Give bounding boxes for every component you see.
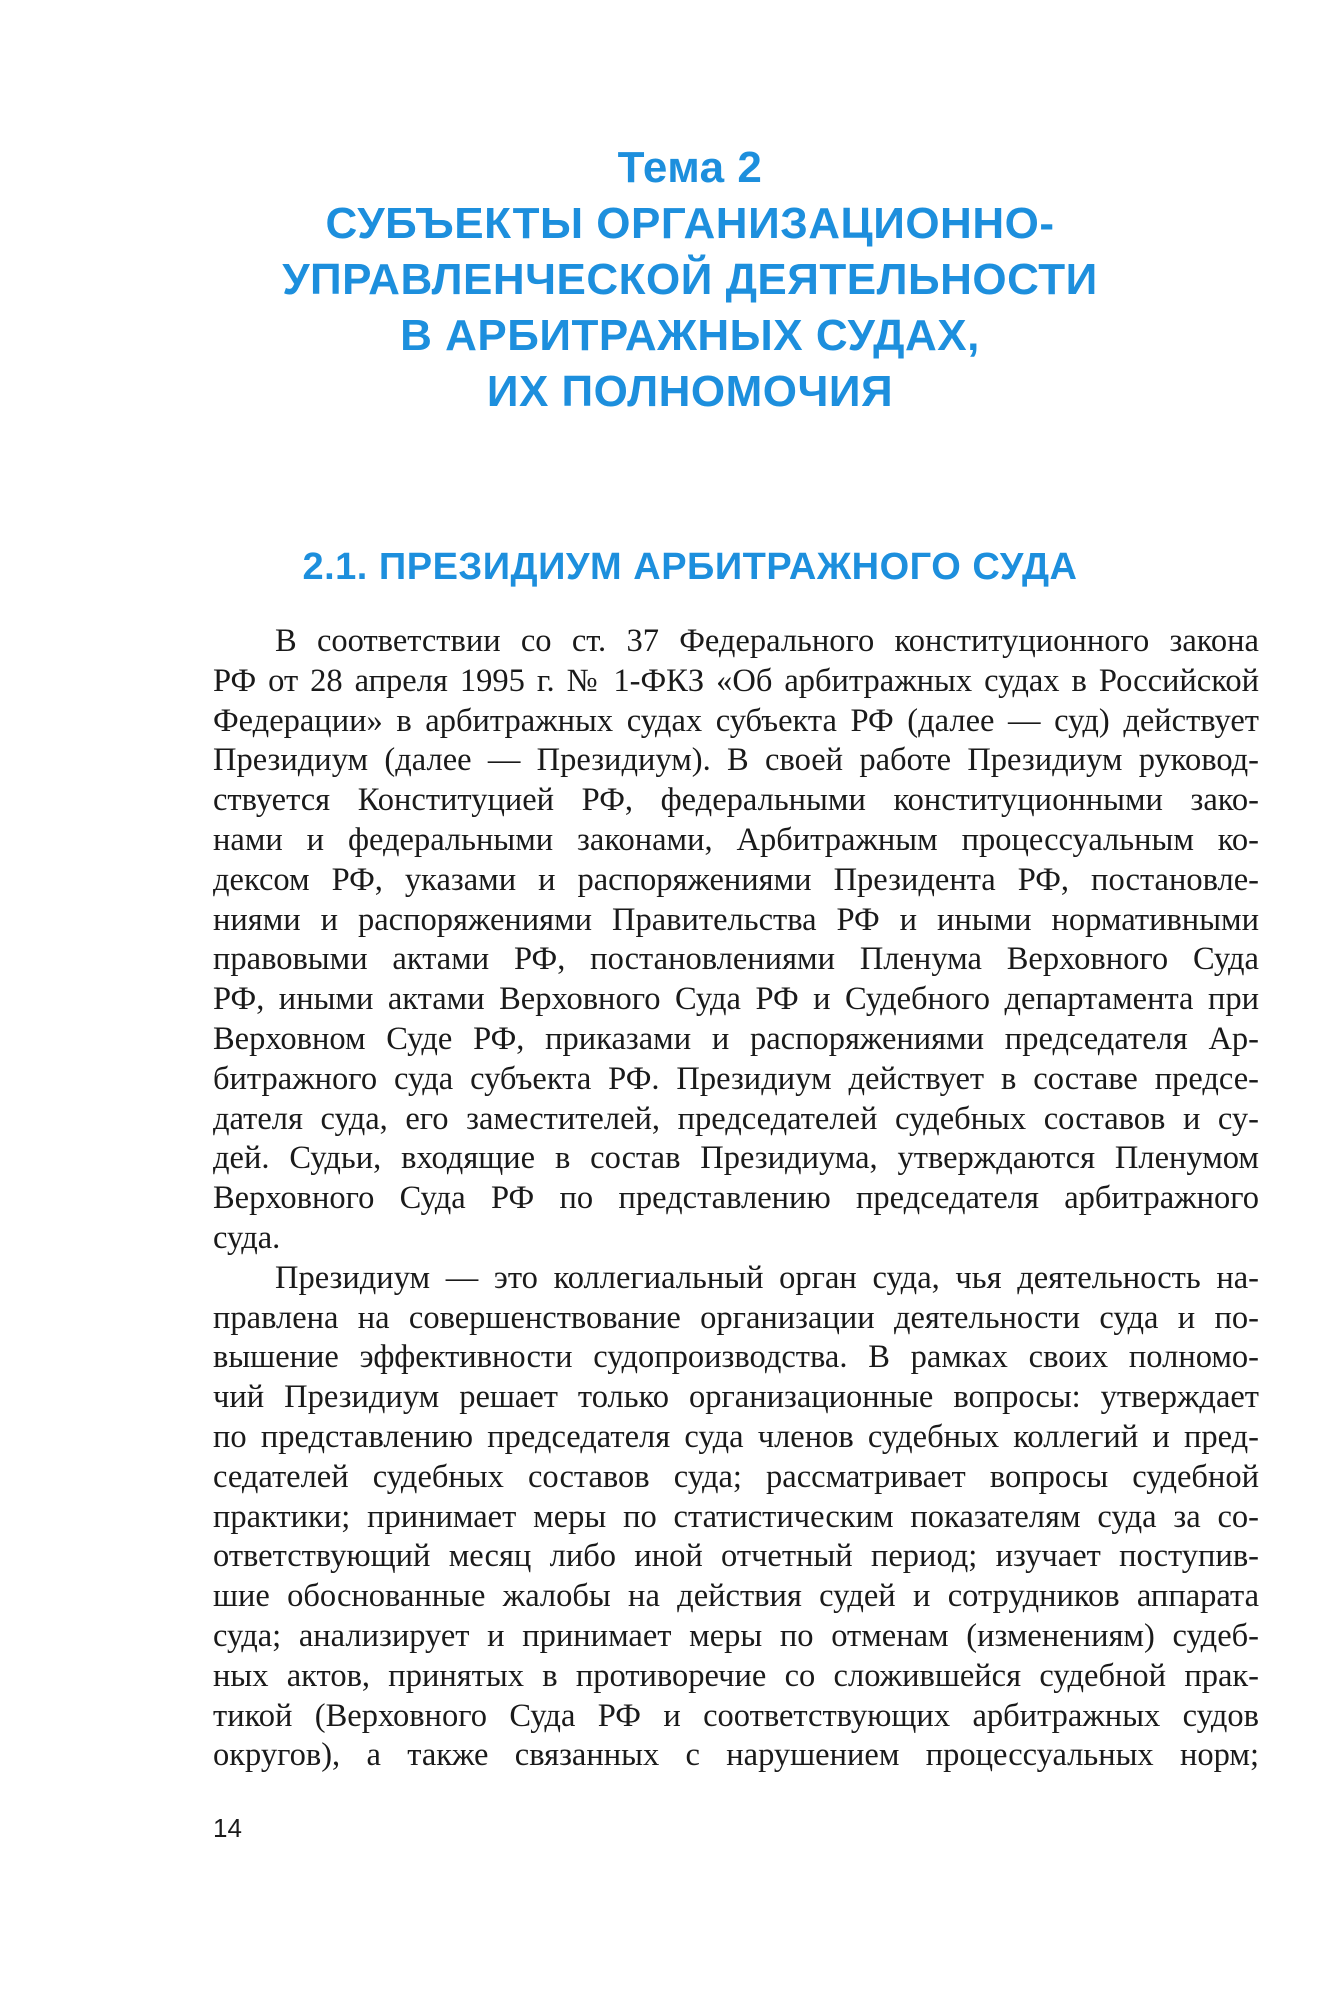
text-line: Президиум (далее — Президиум). В своей работе Президиум руковод- — [213, 742, 1259, 779]
text-line: ниями и распоряжениями Правительства РФ и иными нормативными — [213, 901, 1259, 938]
paragraph-1 — [213, 622, 1259, 1259]
chapter-title-line: УПРАВЛЕНЧЕСКОЙ ДЕЯТЕЛЬНОСТИ — [282, 255, 1098, 304]
text-line: чий Президиум решает только организационные вопросы: утверждает — [213, 1379, 1259, 1416]
text-line: Верховного Суда РФ по представлению председателя арбитражного — [213, 1180, 1259, 1217]
text-line: ответствующий месяц либо иной отчетный период; изучает поступив- — [213, 1538, 1259, 1575]
text-line: суда. — [213, 1219, 281, 1256]
text-line: битражного суда субъекта РФ. Президиум действует в составе предсе- — [213, 1060, 1259, 1097]
text-line: суда; анализирует и принимает меры по отменам (изменениям) судеб- — [213, 1617, 1259, 1654]
text-line: Президиум — это коллегиальный орган суда, чья деятельность на- — [275, 1259, 1259, 1296]
text-line: дей. Судьи, входящие в состав Президиума, утверждаются Пленумом — [213, 1140, 1259, 1177]
text-line: шие обоснованные жалобы на действия судей и сотрудников аппарата — [213, 1578, 1259, 1615]
text-line: нами и федеральными законами, Арбитражным процессуальным ко- — [213, 821, 1259, 858]
paragraph-2 — [213, 1259, 1259, 1776]
chapter-label: Тема 2 — [617, 143, 763, 192]
text-line: РФ от 28 апреля 1995 г. № 1-ФКЗ «Об арбитражных судах в Российской — [213, 662, 1259, 699]
text-line: правовыми актами РФ, постановлениями Пленума Верховного Суда — [213, 941, 1259, 978]
chapter-title-line: СУБЪЕКТЫ ОРГАНИЗАЦИОННО- — [325, 199, 1055, 248]
text-line: ных актов, принятых в противоречие со сложившейся судебной прак- — [213, 1657, 1259, 1694]
text-line: ствуется Конституцией РФ, федеральными конституционными зако- — [213, 782, 1259, 819]
text-line: Федерации» в арбитражных судах субъекта РФ (далее — суд) действует — [213, 702, 1259, 739]
text-line: правлена на совершенствование организации деятельности суда и по- — [213, 1299, 1259, 1336]
text-line: вышение эффективности судопроизводства. В рамках своих полномо- — [213, 1339, 1259, 1376]
text-line: дексом РФ, указами и распоряжениями Президента РФ, постановле- — [213, 861, 1259, 898]
chapter-heading — [200, 140, 1180, 420]
text-line: тикой (Верховного Суда РФ и соответствующих арбитражных судов — [213, 1697, 1259, 1734]
chapter-title-line: ИХ ПОЛНОМОЧИЯ — [486, 367, 894, 416]
text-line: по представлению председателя суда членов судебных коллегий и пред- — [213, 1418, 1259, 1455]
text-line: Верховном Суде РФ, приказами и распоряжениями председателя Ар- — [213, 1020, 1259, 1057]
text-line: округов), а также связанных с нарушением процессуальных норм; — [213, 1737, 1259, 1774]
section-heading: 2.1. ПРЕЗИДИУМ АРБИТРАЖНОГО СУДА — [302, 546, 1078, 588]
text-line: седателей судебных составов суда; рассматривает вопросы судебной — [213, 1458, 1259, 1495]
body-text — [213, 622, 1259, 1776]
page-number: 14 — [213, 1813, 242, 1843]
text-line: РФ, иными актами Верховного Суда РФ и Судебного департамента при — [213, 981, 1259, 1018]
text-line: В соответствии со ст. 37 Федерального конституционного закона — [275, 623, 1259, 659]
text-line: практики; принимает меры по статистическим показателям суда за со- — [213, 1498, 1259, 1535]
chapter-title-line: В АРБИТРАЖНЫХ СУДАХ, — [400, 311, 980, 360]
text-line: дателя суда, его заместителей, председателей судебных составов и су- — [213, 1100, 1259, 1137]
